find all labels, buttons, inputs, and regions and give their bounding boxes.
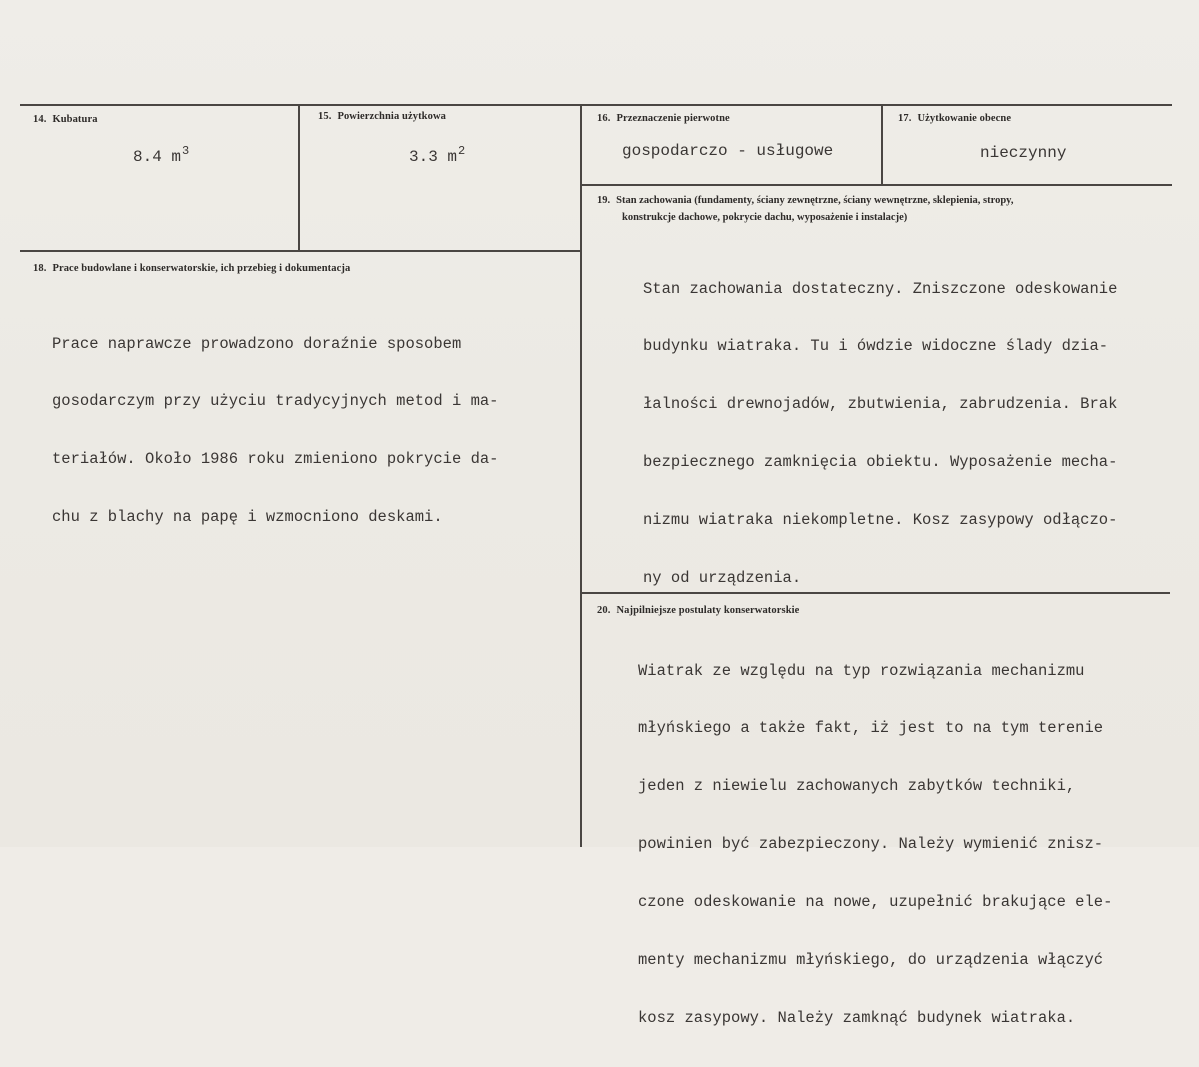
top-border-line [20, 104, 1172, 106]
field-20-line: menty mechanizmu młyńskiego, do urządzenia włączyć [638, 951, 1104, 970]
field-14-number: 14. [33, 114, 47, 125]
field-19-text [643, 241, 1117, 627]
field-15-exponent: 2 [458, 144, 466, 158]
field-19-line: Stan zachowania dostateczny. Zniszczone odeskowanie [643, 279, 1118, 298]
field-17-label [898, 113, 1011, 124]
field-20-line: młyńskiego a także fakt, iż jest to na tym terenie [638, 719, 1104, 738]
field-18-number: 18. [33, 263, 47, 274]
field-20-line: kosz zasypowy. Należy zamknąć budynek wiatraka. [638, 1008, 1076, 1027]
field-15-number: 15. [318, 111, 332, 122]
field-18-line: Prace naprawcze prowadzono doraźnie sposobem [52, 334, 462, 353]
line-under-14-15 [20, 250, 582, 252]
field-17-number: 17. [898, 113, 912, 124]
field-20-line: Wiatrak ze względu na typ rozwiązania mechanizmu [638, 661, 1085, 680]
field-19-label [597, 192, 1013, 226]
field-14-value-text: 8.4 m [133, 148, 182, 166]
line-under-16-17 [580, 184, 1172, 186]
field-20-text [638, 623, 1112, 1067]
field-15-label [318, 111, 446, 122]
field-19-line: ny od urządzenia. [643, 569, 802, 588]
field-18-text [52, 296, 498, 566]
field-15-value [409, 144, 466, 166]
field-19-number: 19. [597, 195, 611, 206]
field-19-title: Stan zachowania (fundamenty, ściany zewnętrzne, ściany wewnętrzne, sklepienia, stropy, [616, 195, 1014, 206]
field-16-label [597, 113, 730, 124]
field-20-label [597, 605, 799, 616]
field-14-exponent: 3 [182, 144, 190, 158]
field-18-label [33, 263, 350, 274]
field-19-line: bezpiecznego zamknięcia obiektu. Wyposażenie mecha- [643, 453, 1118, 472]
field-18-line: chu z blachy na papę i wzmocniono deskami. [52, 508, 443, 527]
field-19-line: łalności drewnojadów, zbutwienia, zabrudzenia. Brak [643, 395, 1118, 414]
divider-16-17 [881, 104, 883, 185]
field-18-line: gosodarczym przy użyciu tradycyjnych metod i ma- [52, 392, 499, 411]
field-14-value [133, 144, 190, 166]
field-20-number: 20. [597, 605, 611, 616]
field-15-title: Powierzchnia użytkowa [337, 111, 446, 122]
field-16-title: Przeznaczenie pierwotne [616, 113, 730, 124]
field-14-label [33, 114, 98, 125]
field-20-line: powinien być zabezpieczony. Należy wymienić znisz- [638, 835, 1104, 854]
field-16-number: 16. [597, 113, 611, 124]
field-20-line: jeden z niewielu zachowanych zabytków techniki, [638, 777, 1076, 796]
field-19-line: nizmu wiatraka niekompletne. Kosz zasypowy odłączo- [643, 511, 1118, 530]
field-20-line: czone odeskowanie na nowe, uzupełnić brakujące ele- [638, 893, 1113, 912]
divider-14-15 [298, 104, 300, 251]
field-18-title: Prace budowlane i konserwatorskie, ich przebieg i dokumentacja [52, 263, 351, 274]
field-17-value: nieczynny [980, 144, 1067, 162]
field-18-line: teriałów. Około 1986 roku zmieniono pokrycie da- [52, 450, 499, 469]
field-15-value-text: 3.3 m [409, 148, 458, 166]
field-17-title: Użytkowanie obecne [917, 113, 1012, 124]
field-16-value: gospodarczo - usługowe [622, 142, 834, 160]
field-14-title: Kubatura [52, 114, 98, 125]
field-19-label-line-2: konstrukcje dachowe, pokrycie dachu, wyposażenie i instalacje) [622, 212, 908, 223]
divider-left-right [580, 104, 582, 847]
field-19-line: budynku wiatraka. Tu i ówdzie widoczne ślady dzia- [643, 337, 1109, 356]
field-20-title: Najpilniejsze postulaty konserwatorskie [616, 605, 800, 616]
field-19-label-line-1 [597, 192, 1013, 209]
